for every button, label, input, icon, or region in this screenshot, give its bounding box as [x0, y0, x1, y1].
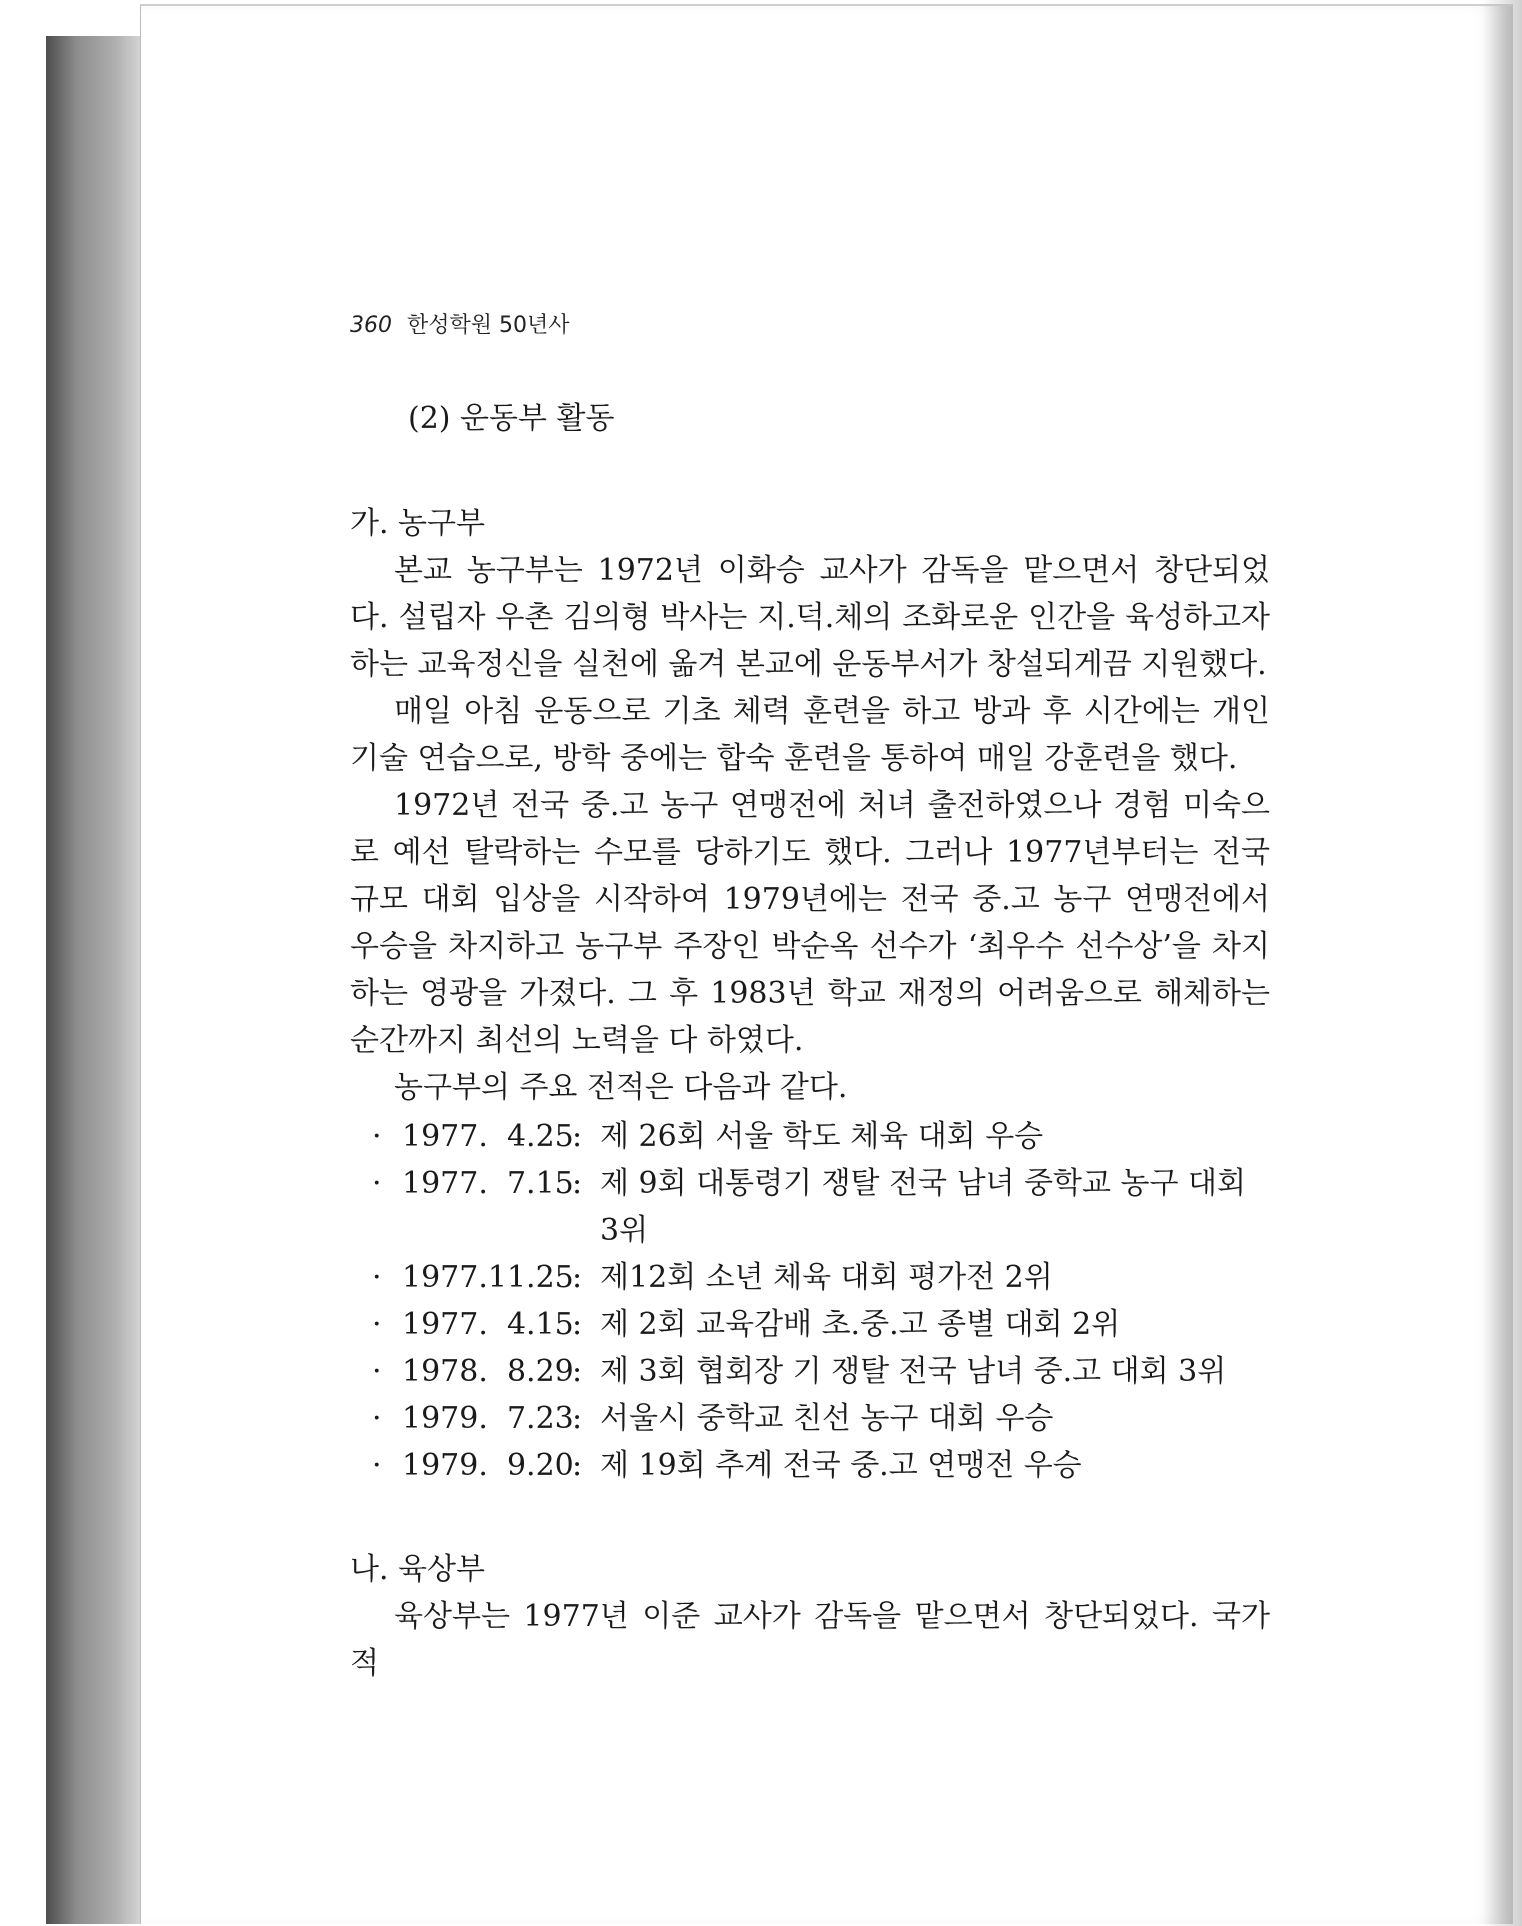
record-item [372, 1442, 1270, 1489]
page-content [350, 395, 1270, 1687]
track-paragraph: 육상부는 1977년 이준 교사가 감독을 맡으면서 창단되었다. 국가적 [350, 1599, 1270, 1681]
basketball-paragraph: 농구부의 주요 전적은 다음과 같다. [394, 1070, 848, 1105]
record-item [372, 1113, 1270, 1160]
record-item [372, 1395, 1270, 1442]
bullet: · [372, 1448, 382, 1483]
record-date: 1979. 7.23 [402, 1401, 574, 1436]
basketball-heading: 가. 농구부 [350, 506, 485, 541]
record-text: 제 3회 협회장 기 쟁탈 전국 남녀 중.고 대회 3위 [600, 1354, 1227, 1389]
record-colon: : [572, 1401, 583, 1436]
page-shadow [1482, 0, 1522, 1926]
record-item [372, 1160, 1270, 1254]
bullet: · [372, 1354, 382, 1389]
record-item [372, 1254, 1270, 1301]
record-text: 제 26회 서울 학도 체육 대회 우승 [600, 1119, 1044, 1154]
record-text: 제12회 소년 체육 대회 평가전 2위 [600, 1260, 1053, 1295]
record-colon: : [572, 1260, 583, 1295]
record-colon: : [572, 1354, 583, 1389]
bullet: · [372, 1166, 382, 1201]
record-colon: : [572, 1307, 583, 1342]
record-date: 1977.11.25 [402, 1260, 574, 1295]
record-colon: : [572, 1166, 583, 1201]
record-date: 1977. 4.15 [402, 1307, 574, 1342]
section-title: (2) 운동부 활동 [408, 401, 615, 436]
bullet: · [372, 1119, 382, 1154]
record-text: 제 2회 교육감배 초.중.고 종별 대회 2위 [600, 1307, 1121, 1342]
book-title: 한성학원 50년사 [407, 313, 570, 338]
basketball-records-list [350, 1113, 1270, 1489]
record-item [372, 1301, 1270, 1348]
record-text: 제 19회 추계 전국 중.고 연맹전 우승 [600, 1448, 1082, 1483]
running-header [350, 308, 570, 339]
track-heading: 나. 육상부 [350, 1552, 485, 1587]
page-stack-edge [46, 36, 146, 1924]
record-text: 서울시 중학교 친선 농구 대회 우승 [600, 1401, 1054, 1436]
record-text: 제 9회 대통령기 쟁탈 전국 남녀 중학교 농구 대회 3위 [600, 1166, 1246, 1248]
record-item [372, 1348, 1270, 1395]
record-colon: : [572, 1448, 583, 1483]
record-date: 1977. 4.25 [402, 1119, 574, 1154]
record-date: 1977. 7.15 [402, 1166, 574, 1201]
section-gap [350, 1489, 1270, 1546]
basketball-paragraph: 본교 농구부는 1972년 이화승 교사가 감독을 맡으면서 창단되었다. 설립자 우촌 김의형 박사는 지.덕.체의 조화로운 인간을 육성하고자 하는 교육정신을 실천에 옮겨 본교에 운동부서가 창설되게끔 지원했다. [350, 553, 1270, 682]
record-colon: : [572, 1119, 583, 1154]
basketball-paragraph: 1972년 전국 중.고 농구 연맹전에 처녀 출전하였으나 경험 미숙으로 예선 탈락하는 수모를 당하기도 했다. 그러나 1977년부터는 전국 규모 대회 입상을 시작하여 1979년에는 전국 중.고 농구 연맹전에서 우승을 차지하고 농구부 주장인 박순옥 선수가 ‘최우수 선수상’을 차지하는 영광을 가졌다. 그 후 1983년 학교 재정의 어려움으로 해체하는 순간까지 최선의 노력을 다 하였다. [350, 788, 1270, 1058]
record-date: 1978. 8.29 [402, 1354, 574, 1389]
bullet: · [372, 1307, 382, 1342]
bullet: · [372, 1260, 382, 1295]
basketball-paragraph: 매일 아침 운동으로 기초 체력 훈련을 하고 방과 후 시간에는 개인 기술 연습으로, 방학 중에는 합숙 훈련을 통하여 매일 강훈련을 했다. [350, 694, 1270, 776]
record-date: 1979. 9.20 [402, 1448, 574, 1483]
bullet: · [372, 1401, 382, 1436]
page-number: 360 [350, 313, 392, 338]
